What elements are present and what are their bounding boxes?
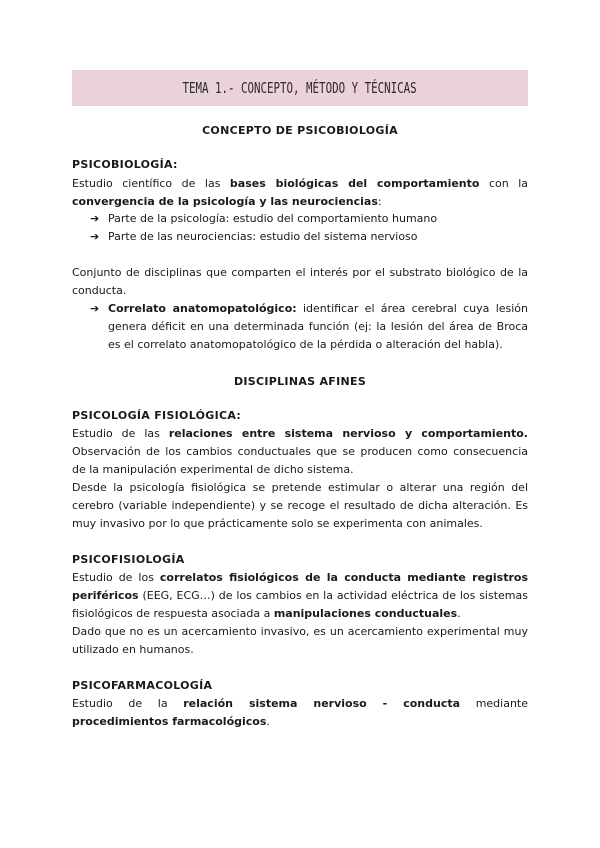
paragraph-conjunto: Conjunto de disciplinas que comparten el interés por el substrato biológico de la conducta. xyxy=(72,266,528,297)
heading-psicofarmacologia: PSICOFARMACOLOGÍA xyxy=(72,679,213,692)
heading-psicobiologia: PSICOBIOLOGÍA: xyxy=(72,158,178,171)
section-heading-concepto: CONCEPTO DE PSICOBIOLOGÍA xyxy=(202,124,398,137)
paragraph-psicobiologia-definition: Estudio científico de las bases biológicas del comportamiento con la convergencia de la psicología y las neurociencias: xyxy=(72,177,528,208)
paragraph-fisiologica-2: Desde la psicología fisiológica se pretende estimular o alterar una región del cerebro (variable independiente) y se recoge el resultado de dicha alteración. Es muy invasivo por lo que prácticamente solo se experimenta con animales. xyxy=(72,481,528,530)
heading-psicologia-fisiologica: PSICOLOGÍA FISIOLÓGICA: xyxy=(72,409,242,422)
right-arrow-icon: ➔ xyxy=(90,302,100,315)
page-title: TEMA 1.- CONCEPTO, MÉTODO Y TÉCNICAS xyxy=(182,79,418,97)
paragraph-psicofisiologia-1: Estudio de los correlatos fisiológicos de la conducta mediante registros periféricos (EEG, ECG…) de los cambios en la actividad eléctrica de los sistemas fisiológicos de respuesta asociada a manipulaciones conductuales. xyxy=(72,571,529,620)
section-heading-disciplinas: DISCIPLINAS AFINES xyxy=(233,375,367,388)
paragraph-psicofisiologia-2: Dado que no es un acercamiento invasivo, es un acercamiento experimental muy utilizado en humanos. xyxy=(72,625,528,656)
list-item: ➔ Parte de las neurociencias: estudio del sistema nervioso xyxy=(90,228,418,246)
heading-psicofisiologia: PSICOFISIOLOGÍA xyxy=(72,553,185,566)
right-arrow-icon: ➔ xyxy=(90,230,100,243)
paragraph-psicofarmacologia: Estudio de la relación sistema nervioso - conducta mediante procedimientos farmacológicos. xyxy=(72,697,529,728)
list-item-correlato: ➔ Correlato anatomopatológico: identificar el área cerebral cuya lesión genera déficit en una determinada función (ej: la lesión del área de Broca es el correlato anatomopatológico de la pérdida o alteración del habla). xyxy=(90,302,529,351)
title-banner xyxy=(72,70,528,106)
paragraph-fisiologica-1: Estudio de las relaciones entre sistema nervioso y comportamiento. Observación de los cambios conductuales que se producen como consecuencia de la manipulación experimental de dicho sistema. xyxy=(72,427,528,476)
list-item: ➔ Parte de la psicología: estudio del comportamiento humano xyxy=(90,210,437,228)
right-arrow-icon: ➔ xyxy=(90,212,100,225)
